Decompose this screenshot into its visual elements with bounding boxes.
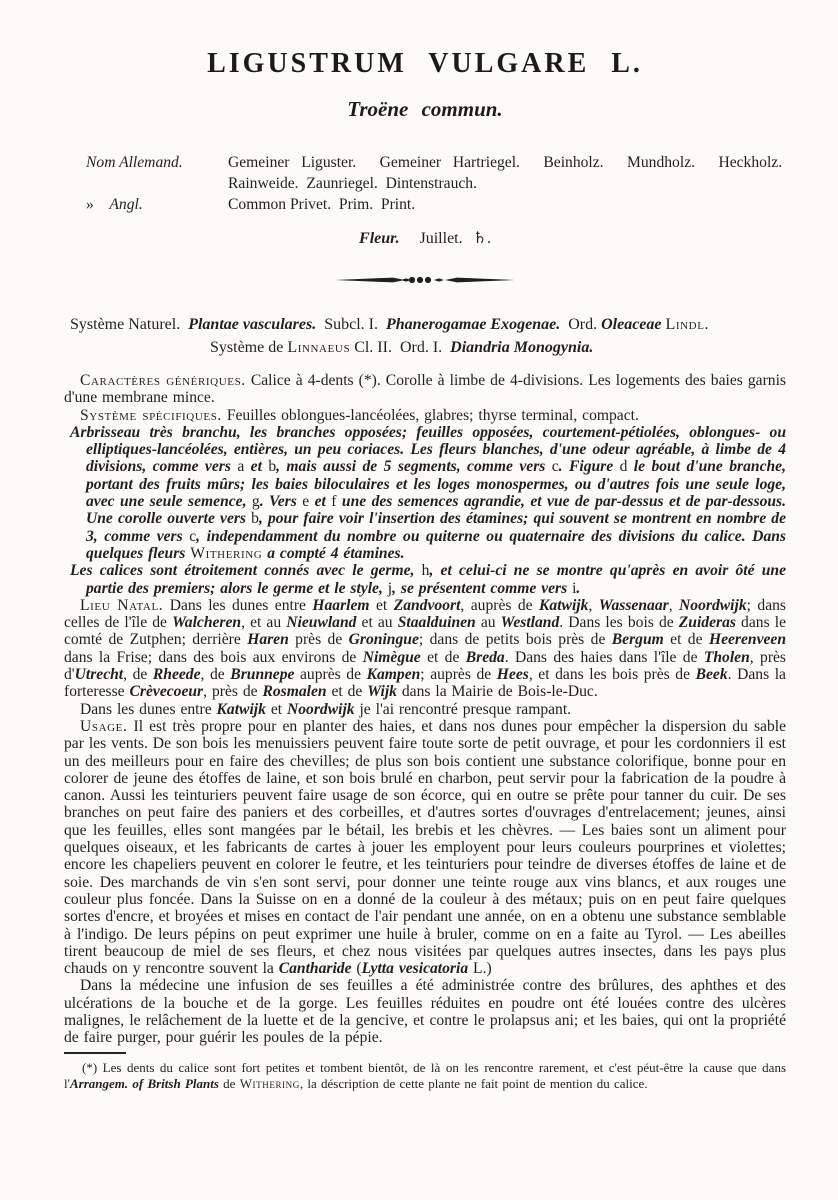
page-title: LIGUSTRUM VULGARE L. (207, 48, 643, 79)
paragraph-description-arbrisseau: Arbrisseau très branchu, les branches opposées; feuilles opposées, courtement-pétiolées, oblongues- ou elliptiques-lancéolées, entières, un peu coriaces. Les fleurs blanches, d'une odeur agréable, à limbe de 4 divisions, comme vers a et b, mais aussi de 5 segments, comme vers c. Figure d le bout d'une branche, portant des fruits mûrs; les baies biloculaires et les loges monospermes, ou d'autres fois une seule loge, avec une seule semence, g. Vers e et f une des semences agrandie, et vue de par-dessus et de par-dessous. Une corolle ouverte vers b, pour faire voir l'insertion des étamines; qui souvent se montrent en nombre de 3, comme vers c, independamment du nombre ou quiterne ou quaternaire des divisions du calice. Dans quelques fleurs Withering a compté 4 étamines. (70, 423, 787, 562)
footnote-block (64, 1052, 786, 1093)
paragraph-dunes-rampant: Dans les dunes entre Katwijk et Noordwijk je l'ai rencontré presque rampant. (80, 700, 572, 718)
ornament-divider (335, 272, 515, 288)
flowering-time-line: Fleur. Juillet. ♄. (359, 228, 491, 247)
names-label-german: Nom Allemand. (86, 154, 183, 171)
paragraph-usage: Usage. Il est très propre pour en planter des haies, et dans nos dunes pour empêcher la dispersion du sable par les vents. De son bois les menuissiers peuvent faire toute sorte de petit ouvrage, et pour les cordonniers il est un des meilleurs pour en faire des chevilles; de plus son bois contient une substance colorifique, bonne pour en colorer de jeune des étoffes de laine, et son bois brulé en charbon, peut servir pour la fabrication de la poudre à canon. Aussi les teinturiers peuvent faire usage de son écorce, qui en outre se prête pour tanner du cuir. De ses branches on peut faire des paniers et des corbeilles, et d'autres sortes d'ouvrages d'entrelacement; jeunes, ainsi que les feuilles, elles sont mangées par le bétail, les brebis et les chèvres. — Les baies sont un aliment pour quelques oiseaux, et les fabricants de cartes à jouer les employent pour leurs couleurs pourprines et violettes; encore les chapeliers peuvent en colorer le feutre, et les teinturiers pour teindre de diverses étoffes de laine et de soie. Des marchands de vin s'en sont servi, pour donner une teinte rouge aux vins blancs, et aux rouges une couleur plus foncée. Dans la Suisse on en a donné de la couleur à des métaux; puis on en peut faire quelques sortes d'encre, et broyées et mises en contact de l'air pendant une année, on en a obtenu une substance semblable à l'indigo. De leurs pépins on peut exprimer une huile à bruler, comme on en a faite au Tyrol. — Les abeilles tirent beaucoup de miel de ses fleurs, et chez nous visitées par quelques autres insectes, dans les pays plus chauds on y rencontre souvent la Cantharide (Lytta vesicatoria L.) (64, 717, 786, 978)
names-value-english: Common Privet. Prim. Print. (228, 196, 416, 213)
paragraph-medecine: Dans la médecine une infusion de ses feuilles a été administrée contre des brûlures, des aphthes et des ulcérations de la bouche et de la gorge. Les feuilles réduites en poudre ont été louées contre des ulcères malignes, le relâchement de la luette et de la gencive, et contre le prolapsus ani; et les baies, qui ont la propriété de faire purger, pour guérir les poules de la pépie. (64, 977, 786, 1047)
paragraph-description-calices: Les calices sont étroitement connés avec le germe, h, et celui-ci ne se montre qu'après en avoir ôté une partie des premiers; alors le germe et le style, j, se présentent comme vers i. (70, 562, 786, 597)
page-subtitle: Troëne commun. (347, 97, 503, 121)
classification-linnaeus-system: Système de Linnaeus Cl. II. Ord. I. Diandria Monogynia. (210, 338, 594, 356)
paragraph-lieu-natal: Lieu Natal. Dans les dunes entre Haarlem et Zandvoort, auprès de Katwijk, Wassenaar, Noordwijk; dans celles de l'île de Walcheren, et au Nieuwland et au Staalduinen au Westland. Dans les bois de Zuideras dans le comté de Zutphen; derrière Haren près de Groningue; dans de petits bois près de Bergum et de Heerenveen dans la Frise; dans des bois aux environs de Nimègue et de Breda. Dans des haies dans l'île de Tholen, près d'Utrecht, de Rheede, de Brunnepe auprès de Kampen; auprès de Hees, et dans les bois près de Beek. Dans la forteresse Crèvecoeur, près de Rosmalen et de Wijk dans la Mairie de Bois-le-Duc. (64, 596, 787, 701)
footnote-text: (*) Les dents du calice sont fort petites et tombent bientôt, de là on les rencontre rarement, et c'est péut-être la cause que dans l'Arrangem. of Britsh Plants de Withering, la déscription de cette plante ne fait point de mention du calice. (64, 1059, 786, 1092)
body-text (64, 372, 786, 1047)
footnote-rule (64, 1052, 126, 1054)
paragraph-caracteres-generiques: Caractères génériques. Calice à 4-dents (*). Corolle à limbe de 4-divisions. Les logements des baies garnis d'une membrane mince. (64, 372, 786, 407)
classification-block (64, 314, 786, 359)
vernacular-names (64, 152, 786, 215)
names-row-german (86, 152, 786, 194)
names-label-english: » Angl. (86, 196, 143, 213)
classification-natural-system: Système Naturel. Plantae vasculares. Subcl. I. Phanerogamae Exogenae. Ord. Oleaceae Lindl. (70, 316, 710, 333)
names-value-german: Gemeiner Liguster. Gemeiner Hartriegel. Beinholz. Mundholz. Heckholz. Rainweide. Zaunriegel. Dintenstrauch. (228, 154, 786, 192)
paragraph-systeme-specifiques: Système spécifiques. Feuilles oblongues-lancéolées, glabres; thyrse terminal, compact. (80, 406, 639, 424)
names-row-english (86, 194, 786, 215)
